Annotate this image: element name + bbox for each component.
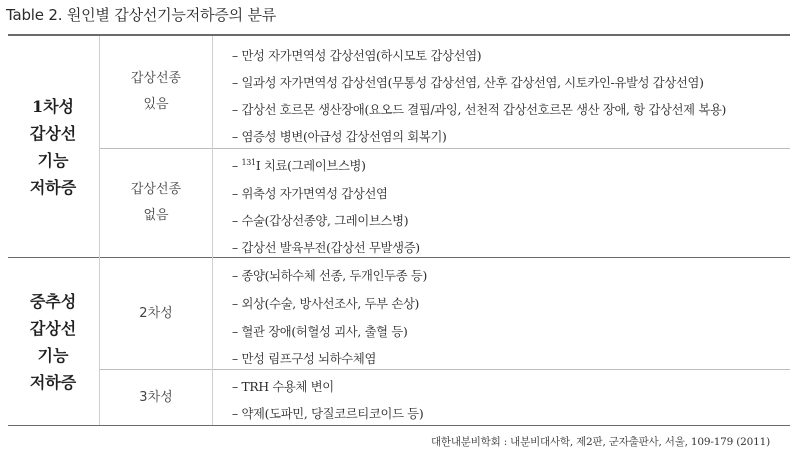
subcategory-secondary: 2차성 xyxy=(139,306,173,321)
cause-item: – 일과성 자가면역성 갑상선염(무통성 갑상선염, 산후 갑상선염, 시토카인-유발성 갑상선염) xyxy=(232,76,704,90)
cause-item: – 위축성 자가면역성 갑상선염 xyxy=(232,187,388,201)
group-divider xyxy=(8,257,790,258)
cause-item: – 만성 림프구성 뇌하수체염 xyxy=(232,352,377,366)
table-bottom-rule xyxy=(8,425,790,426)
subcategory-without-goiter: 갑상선종 없음 xyxy=(130,182,182,223)
category-central: 중추성 갑상선 기능 저하증 xyxy=(29,292,77,392)
column-divider-2 xyxy=(212,36,213,425)
category-primary: 1차성 갑상선 기능 저하증 xyxy=(29,96,77,197)
cause-item: – 만성 자가면역성 갑상선염(하시모토 갑상선염) xyxy=(232,49,482,63)
cause-item: – 약제(도파민, 당질코르티코이드 등) xyxy=(232,407,424,421)
subcategory-tertiary: 3차성 xyxy=(139,389,173,405)
cause-item: – 염증성 병변(아급성 갑상선염의 회복기) xyxy=(232,130,447,144)
cause-item-radioiodine: – $^{131}$I 치료(그레이브스병) xyxy=(232,157,366,173)
cause-item: – 갑상선 발육부전(갑상선 무발생증) xyxy=(232,241,420,255)
source-citation: 대한내분비학회 : 내분비대사학, 제2판, 군자출판사, 서울, 109-179 (2011) xyxy=(430,436,770,448)
cause-item: – 외상(수술, 방사선조사, 두부 손상) xyxy=(232,297,420,311)
cause-item: – 종양(뇌하수체 선종, 두개인두종 등) xyxy=(232,269,427,283)
cause-item: – 수술(갑상선종양, 그레이브스병) xyxy=(232,214,409,228)
cause-item: – TRH 수용체 변이 xyxy=(232,380,334,394)
table-title: Table 2. 원인별 갑상선기능저하증의 분류 xyxy=(6,6,277,24)
subcategory-with-goiter: 갑상선종 있음 xyxy=(130,71,182,112)
cause-item: – 혈관 장애(허혈성 괴사, 출혈 등) xyxy=(232,325,408,339)
cause-item: – 갑상선 호르몬 생산장애(요오드 결핍/과잉, 선천적 갑상선호르몬 생산 장애, 항 갑상선제 복용) xyxy=(232,103,727,117)
